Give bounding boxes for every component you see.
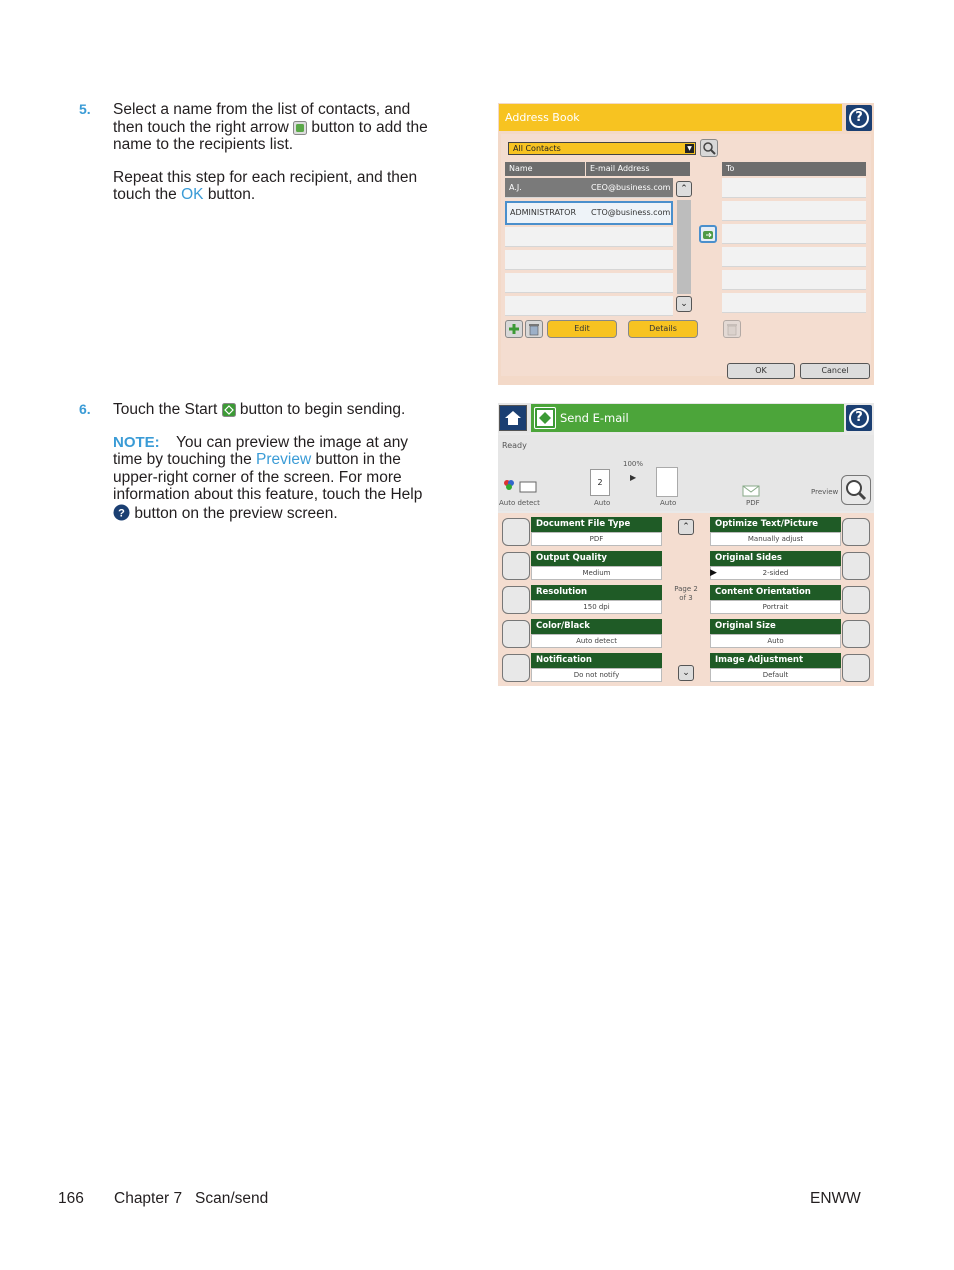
recipient-row[interactable] xyxy=(722,224,866,244)
document-file-type-icon[interactable] xyxy=(502,518,530,546)
address-book-screen xyxy=(498,103,874,385)
contacts-filter-select[interactable]: All Contacts ▼ xyxy=(508,142,696,155)
setting-value[interactable]: Manually adjust xyxy=(710,532,841,546)
setting-label[interactable]: Notification xyxy=(531,653,662,668)
home-button[interactable] xyxy=(499,405,527,431)
details-button[interactable]: Details xyxy=(628,320,698,338)
address-book-title: Address Book xyxy=(499,104,842,131)
home-icon xyxy=(500,406,526,430)
add-contact-button[interactable] xyxy=(505,320,523,338)
contact-row-empty[interactable] xyxy=(505,296,673,316)
plus-icon xyxy=(506,321,522,337)
notification-icon[interactable] xyxy=(502,654,530,682)
start-icon xyxy=(222,403,236,417)
page-number: 166 xyxy=(58,1190,84,1207)
setting-value[interactable]: Portrait xyxy=(710,600,841,614)
chevron-down-icon: ⌄ xyxy=(682,668,690,678)
output-quality-icon[interactable] xyxy=(502,552,530,580)
help-button[interactable] xyxy=(846,405,872,431)
settings-grid xyxy=(498,513,874,686)
contact-row[interactable]: A.J. CEO@business.com xyxy=(505,178,673,198)
column-header-email: E-mail Address xyxy=(586,162,690,176)
chevron-up-icon: ⌃ xyxy=(682,522,690,532)
image-adjustment-icon[interactable] xyxy=(842,654,870,682)
setting-label[interactable]: Content Orientation xyxy=(710,585,841,600)
remove-recipient-button[interactable] xyxy=(723,320,741,338)
setting-value[interactable]: Do not notify xyxy=(531,668,662,682)
step-5-number: 5. xyxy=(79,101,91,117)
page-count-thumbnail: 2 xyxy=(590,469,610,496)
color-black-icon[interactable] xyxy=(502,620,530,648)
trash-icon xyxy=(526,321,542,337)
svg-text:?: ? xyxy=(118,507,125,519)
help-icon: ? xyxy=(849,408,869,428)
original-sides-icon[interactable] xyxy=(842,552,870,580)
step-5-line-1: Select a name from the list of contacts, and xyxy=(113,101,411,118)
auto-detect-label: Auto detect xyxy=(499,499,540,507)
original-size-icon[interactable] xyxy=(842,620,870,648)
auto-label: Auto xyxy=(660,499,677,507)
optimize-text-picture-icon[interactable] xyxy=(842,518,870,546)
setting-value[interactable]: Auto detect xyxy=(531,634,662,648)
page-indicator: Page 2 of 3 xyxy=(674,585,698,602)
zoom-level: 100% xyxy=(623,460,644,468)
setting-value[interactable]: 150 dpi xyxy=(531,600,662,614)
auto-label: Auto xyxy=(594,499,611,507)
contact-row-selected[interactable]: ADMINISTRATOR CTO@business.com xyxy=(505,201,673,225)
email-envelope-icon xyxy=(742,485,760,497)
contact-row-empty[interactable] xyxy=(505,227,673,247)
edit-button[interactable]: Edit xyxy=(547,320,617,338)
right-arrow-icon xyxy=(293,121,307,135)
step-5-line-2: then touch the right arrow button to add the xyxy=(113,118,428,136)
help-button[interactable] xyxy=(846,105,872,131)
setting-label[interactable]: Optimize Text/Picture xyxy=(710,517,841,532)
send-email-title: Send E-mail xyxy=(531,404,844,432)
footer-right: ENWW xyxy=(810,1190,861,1207)
setting-label[interactable]: Image Adjustment xyxy=(710,653,841,668)
recipient-row[interactable] xyxy=(722,293,866,313)
cancel-button[interactable]: Cancel xyxy=(800,363,870,379)
contact-row-empty[interactable] xyxy=(505,273,673,293)
setting-label[interactable]: Output Quality xyxy=(531,551,662,566)
start-button[interactable] xyxy=(534,407,556,429)
contact-row-empty[interactable] xyxy=(505,250,673,270)
note-label: NOTE: xyxy=(113,433,160,451)
setting-label[interactable]: Original Sides xyxy=(710,551,841,566)
send-email-screen xyxy=(498,403,874,686)
chevron-down-icon: ⌄ xyxy=(680,299,688,309)
status-text: Ready xyxy=(502,441,527,450)
setting-label[interactable]: Color/Black xyxy=(531,619,662,634)
recipient-row[interactable] xyxy=(722,270,866,290)
right-arrow-icon xyxy=(701,228,715,242)
scroll-up-button[interactable] xyxy=(678,519,694,535)
trash-icon xyxy=(724,321,740,337)
setting-label[interactable]: Resolution xyxy=(531,585,662,600)
search-button[interactable] xyxy=(700,139,718,157)
search-icon xyxy=(701,140,717,156)
blank-page-thumbnail xyxy=(656,467,678,497)
setting-value[interactable]: PDF xyxy=(531,532,662,546)
scroll-down-button[interactable] xyxy=(676,296,692,312)
recipient-row[interactable] xyxy=(722,247,866,267)
scroll-down-button[interactable] xyxy=(678,665,694,681)
setting-value[interactable]: 2-sided xyxy=(710,566,841,580)
column-header-name: Name xyxy=(505,162,585,176)
help-icon: ? xyxy=(849,108,869,128)
column-header-to: To xyxy=(722,162,866,176)
delete-contact-button[interactable] xyxy=(525,320,543,338)
recipient-row[interactable] xyxy=(722,178,866,198)
magnifier-icon xyxy=(842,476,870,504)
start-icon xyxy=(535,408,555,428)
step-6-number: 6. xyxy=(79,401,91,417)
setting-value[interactable]: Medium xyxy=(531,566,662,580)
scroll-up-button[interactable] xyxy=(676,181,692,197)
chevron-up-icon: ⌃ xyxy=(680,184,688,194)
content-orientation-icon[interactable] xyxy=(842,586,870,614)
step-5-line-3: name to the recipients list. xyxy=(113,136,294,153)
setting-label[interactable]: Original Size xyxy=(710,619,841,634)
document-icon xyxy=(519,481,537,493)
color-detect-icon xyxy=(500,476,520,494)
scrollbar[interactable] xyxy=(677,200,691,294)
step-5-para-2: Repeat this step for each recipient, and then xyxy=(113,168,418,186)
ok-button[interactable]: OK xyxy=(727,363,795,379)
setting-value[interactable]: Default xyxy=(710,668,841,682)
resolution-icon[interactable] xyxy=(502,586,530,614)
selected-indicator-icon: ▶ xyxy=(710,568,717,578)
preview-button[interactable] xyxy=(841,475,871,505)
setting-value[interactable]: Auto xyxy=(710,634,841,648)
chapter-title: Chapter 7 Scan/send xyxy=(114,1190,269,1207)
ok-link[interactable]: OK xyxy=(181,186,204,203)
pdf-label: PDF xyxy=(746,499,760,507)
preview-status-area xyxy=(498,435,874,511)
chevron-down-icon: ▼ xyxy=(685,144,694,153)
play-arrow-icon: ▶ xyxy=(630,473,637,482)
help-icon xyxy=(113,504,130,521)
preview-label: Preview xyxy=(811,488,839,496)
add-recipient-arrow-button[interactable] xyxy=(699,225,717,243)
setting-label[interactable]: Document File Type xyxy=(531,517,662,532)
preview-link[interactable]: Preview xyxy=(256,451,312,468)
recipient-row[interactable] xyxy=(722,201,866,221)
